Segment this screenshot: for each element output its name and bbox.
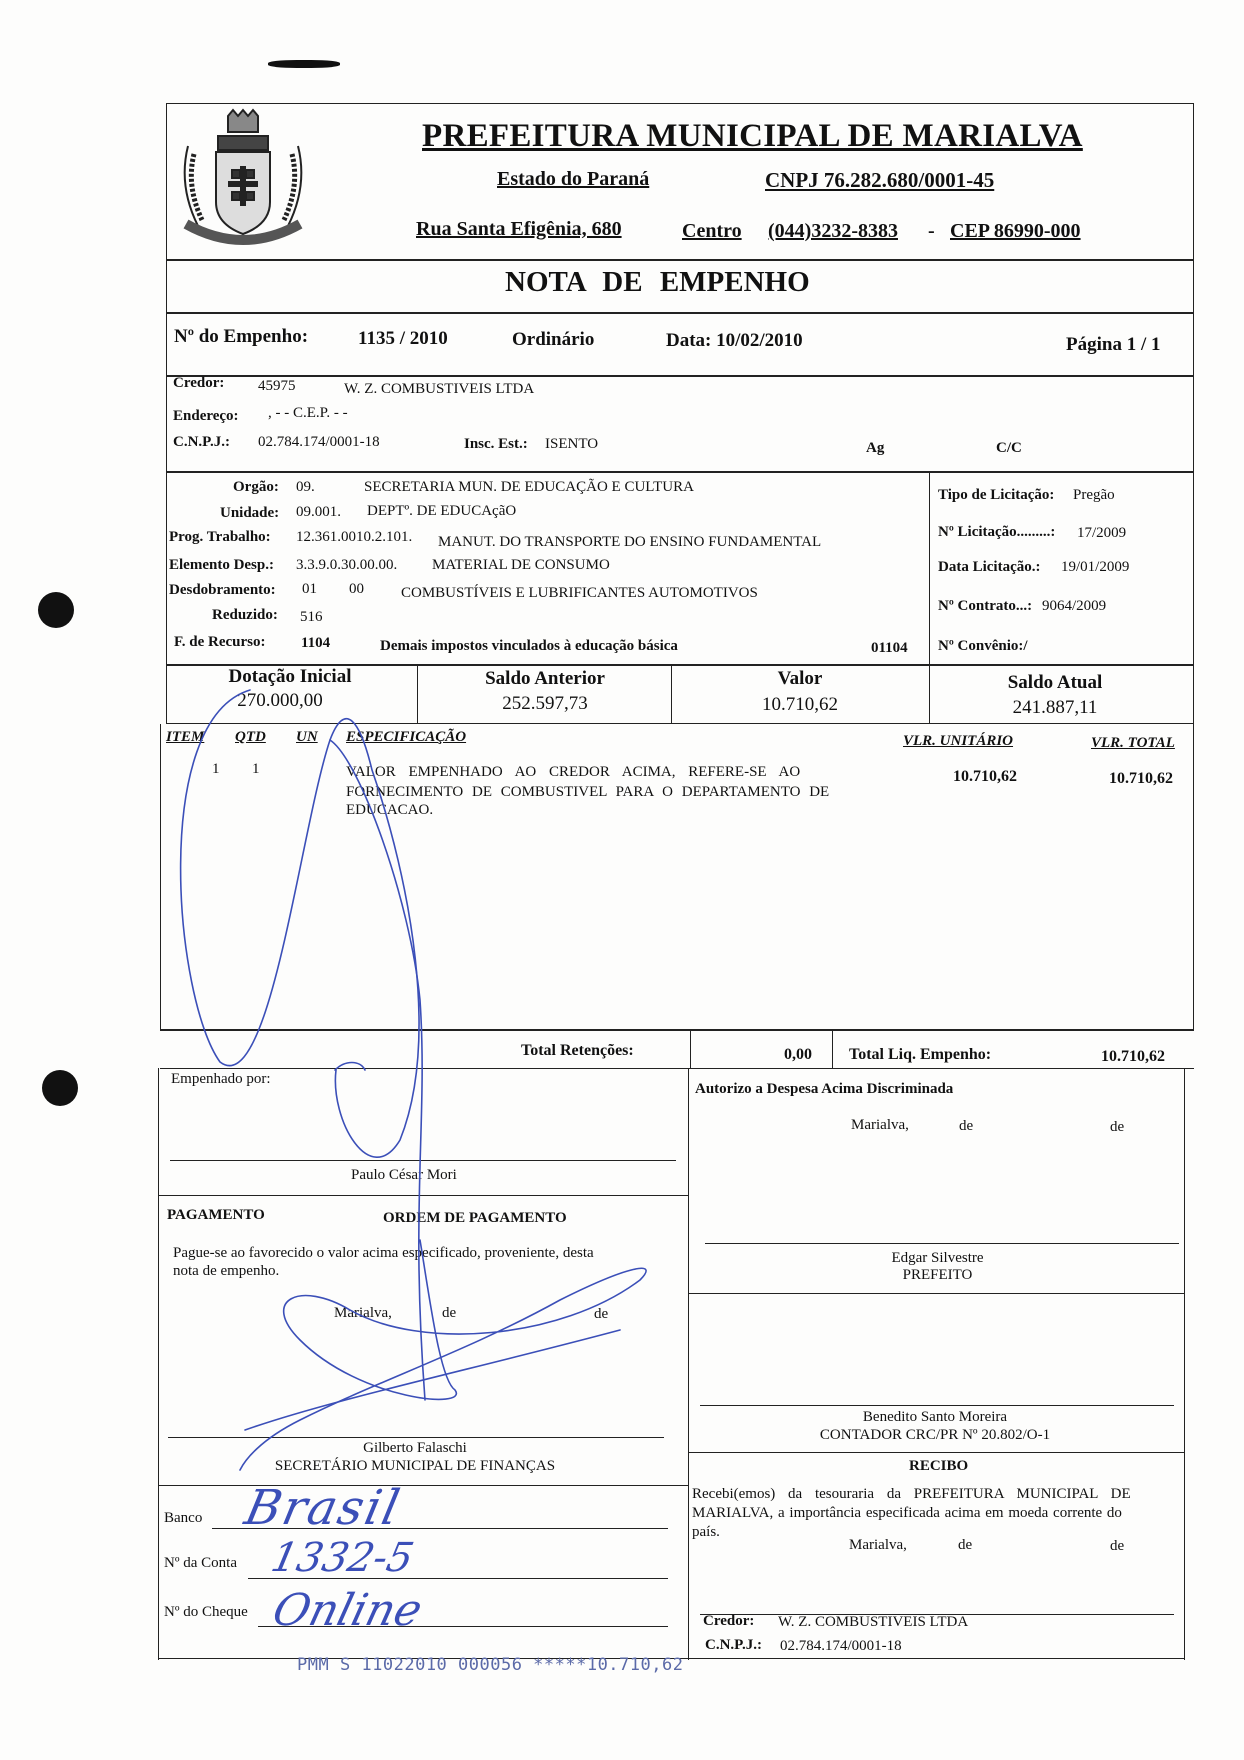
pagamento-text-line: Pague-se ao favorecido o valor acima especificado, proveniente, desta (173, 1245, 594, 1261)
col-spec-header: ESPECIFICAÇÃO (346, 729, 467, 745)
valor-label: Valor (777, 668, 823, 689)
retencoes-label: Total Retenções: (521, 1042, 634, 1059)
contador-sign-line (700, 1405, 1174, 1406)
endereco-label: Endereço: (173, 408, 239, 424)
lower-right-edge (1184, 1068, 1185, 1660)
num-licitacao-value: 17/2009 (1077, 525, 1127, 541)
reduzido-value: 516 (300, 609, 323, 625)
credor-name: W. Z. COMBUSTIVEIS LTDA (344, 381, 535, 397)
ag-label: Ag (866, 440, 885, 456)
lower-left-edge (158, 1068, 159, 1660)
totals-bottom-rule (160, 1068, 1194, 1069)
desdobramento-code-1: 01 (302, 581, 317, 597)
empenho-type: Ordinário (512, 329, 595, 350)
retencoes-value: 0,00 (784, 1046, 812, 1063)
contador-role: CONTADOR CRC/PR Nº 20.802/O-1 (819, 1427, 1051, 1443)
pagamento-city: Marialva, (334, 1305, 392, 1321)
num-licitacao-label: Nº Licitação.........: (938, 524, 1056, 540)
recibo-text-line: Recebi(emos) da tesouraria da PREFEITURA MUNICIPAL DE (692, 1486, 1131, 1502)
tipo-licitacao-label: Tipo de Licitação: (938, 487, 1055, 503)
ordem-pagamento-label: ORDEM DE PAGAMENTO (383, 1210, 567, 1226)
recibo-cnpj-value: 02.784.174/0001-18 (780, 1638, 902, 1654)
scan-mark (268, 60, 340, 68)
saldo-atual-label: Saldo Atual (1007, 672, 1103, 693)
totals-divider-1 (690, 1030, 691, 1068)
document-title: NOTA DE EMPENHO (505, 266, 810, 298)
saldos-divider-3 (929, 665, 930, 724)
conta-label: Nº da Conta (164, 1555, 237, 1571)
unidade-label: Unidade: (220, 505, 280, 521)
payment-stamp: PMM S 11022010 000056 *****10.710,62 (297, 1655, 684, 1675)
empenhado-label: Empenhado por: (171, 1071, 271, 1087)
pagamento-de-2: de (594, 1306, 609, 1322)
recibo-cnpj-label: C.N.P.J.: (705, 1637, 762, 1653)
empenhado-signer: Paulo César Mori (351, 1167, 457, 1183)
orcamento-divider (929, 472, 930, 665)
item-spec-line: EDUCACAO. (346, 802, 434, 818)
cheque-handwriting: Online (267, 1585, 428, 1636)
fonte-label: F. de Recurso: (174, 634, 266, 650)
contador-top-rule (688, 1293, 1184, 1294)
col-unit-header: VLR. UNITÁRIO (903, 733, 1014, 749)
conta-handwriting: 1332-5 (267, 1535, 418, 1581)
prog-name: MANUT. DO TRANSPORTE DO ENSINO FUNDAMENTAL (438, 534, 822, 550)
fonte-code: 1104 (301, 635, 331, 651)
pagamento-label: PAGAMENTO (167, 1207, 265, 1223)
header-dash: - (928, 220, 935, 242)
page-indicator: Página 1 / 1 (1066, 334, 1161, 355)
recibo-text-line: MARIALVA, a importância especificada acima em moeda corrente do (692, 1505, 1122, 1521)
financas-role: SECRETÁRIO MUNICIPAL DE FINANÇAS (274, 1458, 556, 1474)
autorizo-city: Marialva, (851, 1117, 909, 1133)
autorizo-label: Autorizo a Despesa Acima Discriminada (695, 1081, 954, 1097)
recibo-text-line: país. (692, 1524, 720, 1540)
item-number: 1 (212, 761, 220, 777)
unidade-code: 09.001. (296, 504, 341, 520)
financas-sign-line (168, 1437, 664, 1438)
col-item-header: ITEM (166, 729, 205, 745)
banco-label: Banco (164, 1510, 203, 1526)
unidade-name: DEPTº. DE EDUCAçãO (367, 503, 517, 519)
prefeito-name: Edgar Silvestre (891, 1250, 984, 1266)
contrato-value: 9064/2009 (1042, 598, 1107, 614)
cnpj-credor-label: C.N.P.J.: (173, 434, 230, 450)
cheque-label: Nº do Cheque (164, 1604, 248, 1620)
fonte-name: Demais impostos vinculados à educação básica (380, 638, 678, 654)
recibo-city: Marialva, (849, 1537, 907, 1553)
pagamento-top-rule (158, 1195, 688, 1196)
credor-code: 45975 (258, 378, 296, 394)
dotacao-label: Dotação Inicial (228, 666, 352, 687)
saldo-anterior-label: Saldo Anterior (485, 668, 605, 689)
empenho-number: 1135 / 2010 (358, 328, 448, 349)
col-qtd-header: QTD (235, 729, 266, 745)
prefeito-sign-line (705, 1243, 1179, 1244)
cnpj-credor-value: 02.784.174/0001-18 (258, 434, 380, 450)
liquido-label: Total Liq. Empenho: (849, 1046, 992, 1063)
contrato-label: Nº Contrato...: (938, 598, 1033, 614)
cep-label: CEP 86990-000 (950, 220, 1081, 242)
data-licitacao-label: Data Licitação.: (938, 559, 1041, 575)
punch-hole-top (38, 592, 74, 628)
financas-signer: Gilberto Falaschi (363, 1440, 467, 1456)
orgao-code: 09. (296, 479, 315, 495)
prog-code: 12.361.0010.2.101. (296, 529, 413, 545)
contador-name: Benedito Santo Moreira (862, 1409, 1008, 1425)
lower-split (688, 1068, 689, 1660)
banco-top-rule (158, 1485, 688, 1486)
tipo-licitacao-value: Pregão (1073, 487, 1115, 503)
reduzido-label: Reduzido: (212, 607, 278, 623)
item-spec-line: VALOR EMPENHADO AO CREDOR ACIMA, REFERE-SE AO (346, 764, 801, 780)
municipality-title: PREFEITURA MUNICIPAL DE MARIALVA (422, 118, 1083, 154)
empenhado-sign-line (170, 1160, 676, 1161)
desdobramento-name: COMBUSTÍVEIS E LUBRIFICANTES AUTOMOTIVOS (401, 585, 758, 601)
district-label: Centro (682, 220, 742, 242)
elemento-code: 3.3.9.0.30.00.00. (296, 557, 398, 573)
elemento-label: Elemento Desp.: (169, 557, 274, 573)
item-total-value: 10.710,62 (1109, 770, 1173, 787)
state-label: Estado do Paraná (497, 168, 650, 190)
street-label: Rua Santa Efigênia, 680 (416, 218, 622, 240)
punch-hole-bottom (42, 1070, 78, 1106)
valor-value: 10.710,62 (762, 694, 838, 715)
convenio-label: Nº Convênio:/ (938, 638, 1028, 654)
recibo-credor-value: W. Z. COMBUSTIVEIS LTDA (778, 1614, 969, 1630)
desdobramento-code-2: 00 (349, 581, 364, 597)
banco-handwriting: Brasil (240, 1480, 407, 1536)
fonte-code-2: 01104 (871, 640, 908, 656)
saldo-anterior-value: 252.597,73 (502, 693, 588, 714)
item-spec-line: FORNECIMENTO DE COMBUSTIVEL PARA O DEPARTAMENTO DE (346, 784, 830, 800)
desdobramento-label: Desdobramento: (169, 582, 276, 598)
saldos-divider-2 (671, 665, 672, 724)
recibo-de-1: de (958, 1537, 973, 1553)
insc-label: Insc. Est.: (464, 436, 528, 452)
recibo-credor-label: Credor: (703, 1613, 755, 1629)
totals-top-rule (160, 1030, 1194, 1031)
saldo-atual-value: 241.887,11 (1012, 697, 1098, 718)
item-unit-value: 10.710,62 (953, 768, 1017, 785)
phone-label: (044)3232-8383 (768, 220, 898, 242)
elemento-name: MATERIAL DE CONSUMO (432, 557, 610, 573)
saldos-divider-1 (417, 665, 418, 724)
liquido-value: 10.710,62 (1101, 1048, 1165, 1065)
dotacao-value: 270.000,00 (237, 690, 323, 711)
pagamento-text-line: nota de empenho. (173, 1263, 280, 1279)
insc-value: ISENTO (545, 436, 599, 452)
empenho-date: Data: 10/02/2010 (666, 330, 803, 351)
col-un-header: UN (296, 729, 318, 745)
recibo-top-rule (688, 1452, 1184, 1453)
credor-box (166, 376, 1194, 472)
cnpj-label: CNPJ 76.282.680/0001-45 (765, 168, 995, 192)
autorizo-de-1: de (959, 1118, 974, 1134)
credor-label: Credor: (173, 375, 225, 391)
prefeito-role: PREFEITO (902, 1267, 973, 1283)
data-licitacao-value: 19/01/2009 (1061, 559, 1130, 575)
cc-label: C/C (996, 440, 1022, 456)
col-total-header: VLR. TOTAL (1091, 735, 1175, 751)
coat-of-arms-logo (168, 106, 318, 256)
totals-divider-2 (832, 1030, 833, 1068)
orgao-name: SECRETARIA MUN. DE EDUCAÇÃO E CULTURA (364, 479, 694, 495)
endereco-value: , - - C.E.P. - - (268, 405, 348, 421)
recibo-de-2: de (1110, 1538, 1125, 1554)
autorizo-de-2: de (1110, 1119, 1125, 1135)
item-qtd: 1 (252, 761, 260, 777)
empenho-number-label: Nº do Empenho: (174, 326, 309, 347)
pagamento-de-1: de (442, 1305, 457, 1321)
orgao-label: Orgão: (233, 479, 279, 495)
recibo-label: RECIBO (909, 1458, 969, 1474)
prog-label: Prog. Trabalho: (169, 529, 271, 545)
